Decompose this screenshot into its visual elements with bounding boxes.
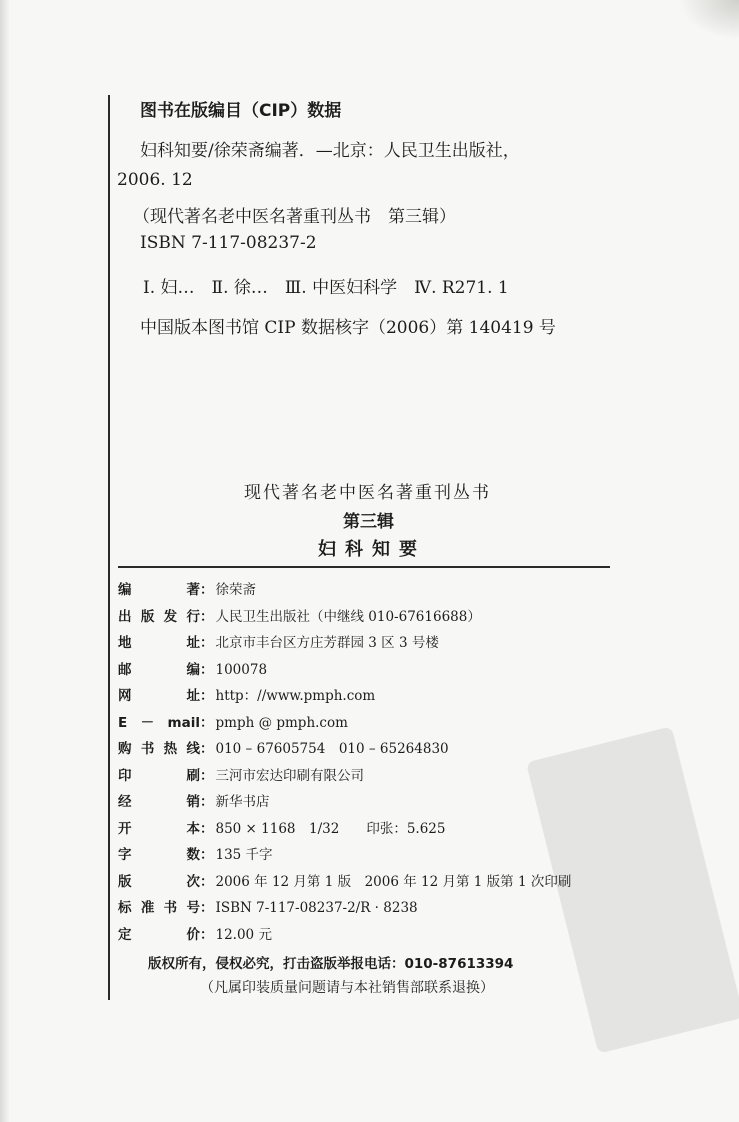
page-edge-shadow [0,0,10,1122]
info-value: 人民卫生出版社（中继线 010-67616688） [215,608,481,625]
info-separator: ： [200,794,214,810]
info-row [118,658,267,678]
cip-line-2: 2006. 12 [117,170,193,190]
book-title: 妇科知要 [318,539,426,560]
info-value: 135 千字 [215,847,273,863]
info-value: 010 – 67605754 010 – 65264830 [215,741,449,757]
info-separator: ： [200,661,214,678]
info-row [118,578,256,598]
info-row [118,605,481,625]
info-row [118,737,449,757]
info-row [118,870,571,890]
cip-line-6: 中国版本图书馆 CIP 数据核字（2006）第 140419 号 [140,318,556,338]
info-label: 购书热线 [118,741,200,757]
info-row [118,711,348,731]
info-separator: ： [200,900,214,916]
cip-line-4: ISBN 7-117-08237-2 [140,233,317,253]
info-label: 网 址 [118,688,200,704]
info-row [118,631,439,651]
info-label: 出版发行 [118,608,200,625]
info-label: 字 数 [118,847,200,863]
info-value: 新华书店 [215,794,270,810]
info-separator: ： [200,820,214,837]
info-label: 经 销 [118,794,200,810]
info-separator: ： [200,635,214,651]
series-name: 现代著名老中医名著重刊丛书 [244,483,491,503]
info-label: 编 著 [118,582,200,598]
info-label: 印 刷 [118,767,200,784]
info-row [118,764,364,784]
info-label: 版 次 [118,873,200,890]
info-label: 标准书号 [118,900,200,916]
info-separator: ： [200,741,214,757]
info-separator: ： [200,714,214,731]
info-separator: ： [200,873,214,890]
horizontal-rule [118,566,610,568]
info-row [118,817,445,837]
info-row [118,684,375,704]
info-value: http：//www.pmph.com [215,688,376,704]
info-value: 12.00 元 [215,926,272,943]
info-label: 开 本 [118,820,200,837]
info-value: 三河市宏达印刷有限公司 [215,767,364,784]
info-row [118,923,272,943]
left-vertical-rule [108,95,110,1000]
info-separator: ： [200,847,214,863]
info-row [118,896,418,916]
info-value: 北京市丰台区方庄芳群园 3 区 3 号楼 [215,635,439,651]
series-volume: 第三辑 [343,512,394,532]
info-value: 850 × 1168 1/32 印张：5.625 [215,820,446,837]
copyright-statement: 版权所有，侵权必究，打击盗版举报电话：010-87613394 [148,956,514,972]
info-row [118,843,273,863]
cip-line-5: Ⅰ. 妇… Ⅱ. 徐… Ⅲ. 中医妇科学 Ⅳ. R271. 1 [143,278,509,298]
info-label: E － mail [118,714,200,731]
info-row [118,790,270,810]
info-value: pmph @ pmph.com [215,714,348,731]
info-separator: ： [200,582,214,598]
info-separator: ： [200,608,214,625]
cip-heading: 图书在版编目（CIP）数据 [140,101,342,121]
info-label: 地 址 [118,635,200,651]
return-notice: （凡属印装质量问题请与本社销售部联系退换） [200,980,494,996]
info-label: 邮 编 [118,661,200,678]
info-separator: ： [200,767,214,784]
info-separator: ： [200,688,214,704]
info-value: 2006 年 12 月第 1 版 2006 年 12 月第 1 版第 1 次印刷 [215,873,572,890]
info-value: 徐荣斋 [215,582,256,598]
info-label: 定 价 [118,926,200,943]
watermark-stamp [526,726,739,1053]
cip-line-1: 妇科知要/徐荣斋编著．—北京：人民卫生出版社， [140,141,520,161]
page-corner-shadow [679,0,739,40]
cip-line-3: （现代著名老中医名著重刊丛书 第三辑） [133,207,456,227]
info-value: ISBN 7-117-08237-2/R · 8238 [215,900,418,916]
info-separator: ： [200,926,214,943]
info-value: 100078 [215,661,268,678]
